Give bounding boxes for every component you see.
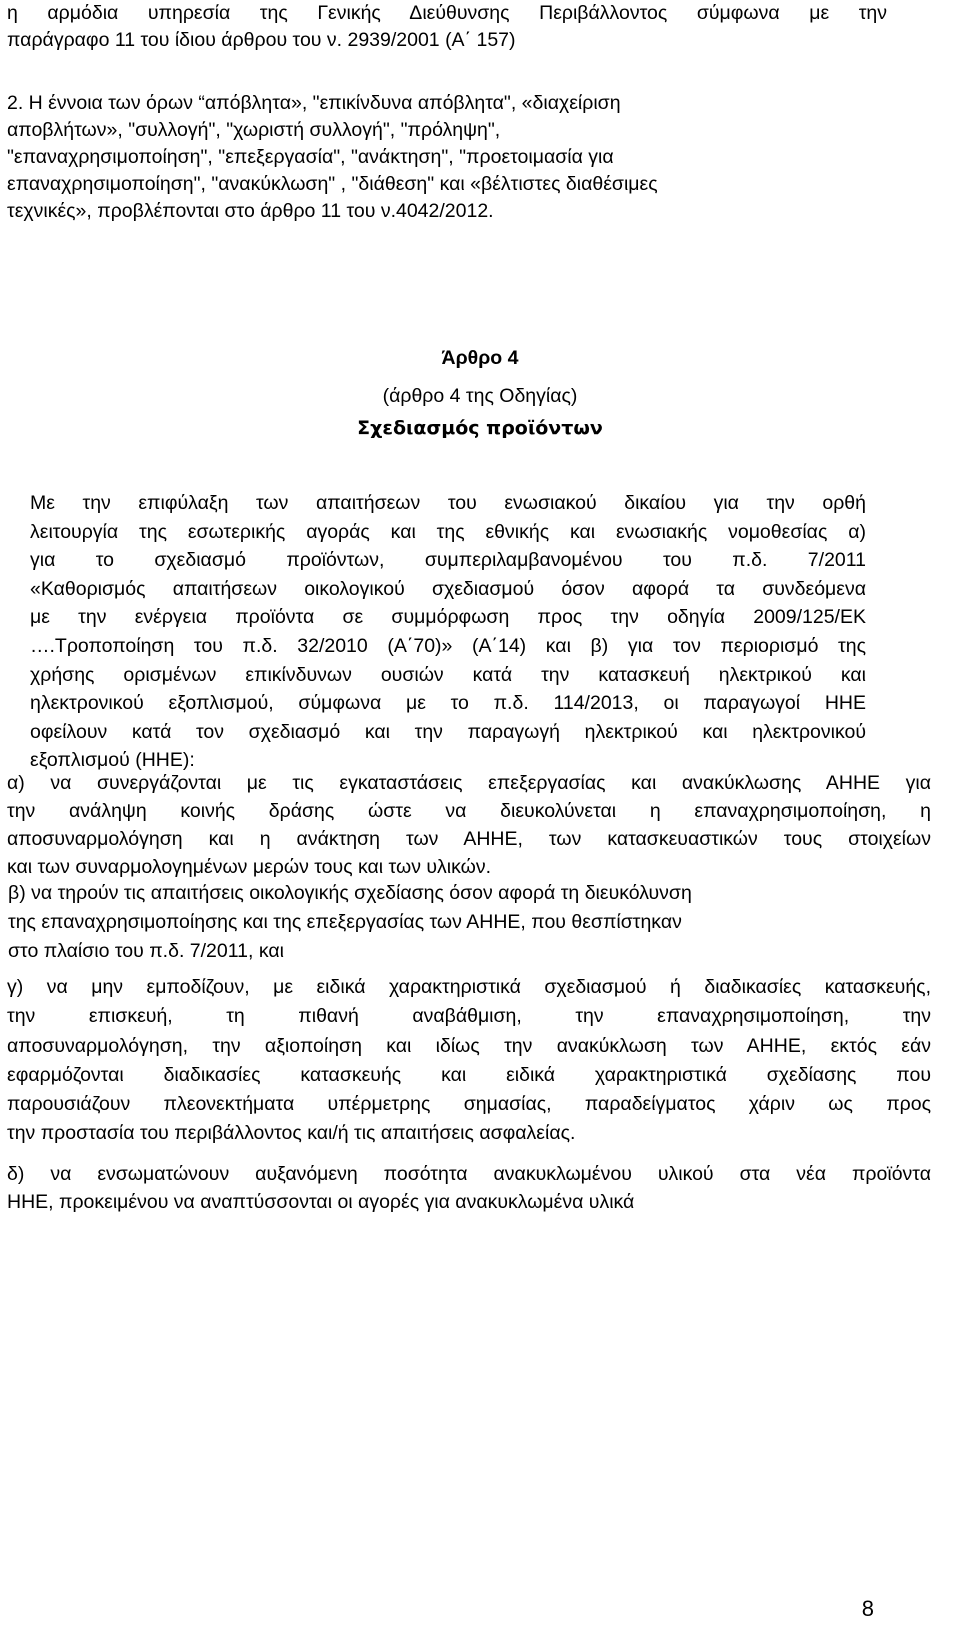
text-line: την προστασία του περιβάλλοντος και/ή τις απαιτήσεις ασφαλείας. (7, 1122, 576, 1145)
text-line: λειτουργία της εσωτερικής αγοράς και της εθνικής και ενωσιακής νομοθεσίας α) (30, 520, 866, 543)
text-line: παρουσιάζουν πλεονεκτήματα υπέρμετρης σημασίας, παραδείγματος χάριν ως προς (7, 1093, 931, 1116)
page-number: 8 (861, 1596, 874, 1621)
text-line: δ) να ενσωματώνουν αυξανόμενη ποσότητα ανακυκλωμένου υλικού στα νέα προϊόντα (7, 1163, 931, 1185)
text-line: β) να τηρούν τις απαιτήσεις οικολογικής σχεδίασης όσον αφορά τη διευκόλυνση (8, 882, 692, 904)
text-line: «Καθορισμός απαιτήσεων οικολογικού σχεδιασμού όσον αφορά τα συνδεόμενα (30, 577, 866, 600)
text-line: για το σχεδιασμό προϊόντων, συμπεριλαμβανομένου του π.δ. 7/2011 (30, 549, 866, 572)
text-line: Με την επιφύλαξη των απαιτήσεων του ενωσιακού δικαίου για την ορθή (30, 492, 866, 514)
intro-paragraph (7, 0, 887, 54)
definitions-paragraph (7, 90, 887, 225)
text-line: α) να συνεργάζονται με τις εγκαταστάσεις επεξεργασίας και ανακύκλωσης ΑΗΗΕ για (7, 772, 931, 794)
text-line: και των συναρμολογημένων μερών τους και των υλικών. (7, 856, 492, 878)
article-reference: (άρθρο 4 της Οδηγίας) (382, 385, 578, 407)
text-line: εφαρμόζονται διαδικασίες κατασκευής και ειδικά χαρακτηριστικά σχεδίασης που (7, 1063, 931, 1086)
text-line: τεχνικές», προβλέπονται στο άρθρο 11 του ν.4042/2012. (7, 200, 494, 222)
list-item-a (7, 769, 931, 881)
text-line: η αρμόδια υπηρεσία της Γενικής Διεύθυνσης Περιβάλλοντος σύμφωνα με την (7, 2, 887, 24)
text-line: στο πλαίσιο του π.δ. 7/2011, και (8, 940, 284, 962)
text-line: την ανάληψη κοινής δράσης ώστε να διευκολύνεται η επαναχρησιμοποίηση, η (7, 800, 931, 822)
text-line: παράγραφο 11 του ίδιου άρθρου του ν. 2939/2001 (Α΄ 157) (7, 29, 516, 51)
text-line: την επισκευή, τη πιθανή αναβάθμιση, την επαναχρησιμοποίηση, την (7, 1005, 931, 1028)
article-heading: Άρθρο 4 (441, 347, 519, 369)
main-paragraph (30, 489, 866, 775)
text-line: αποσυναρμολόγηση και η ανάκτηση των ΑΗΗΕ, των κατασκευαστικών τους στοιχείων (7, 828, 931, 850)
list-item-b (8, 879, 848, 966)
text-line: ΗΗΕ, προκειμένου να αναπτύσσονται οι αγορές για ανακυκλωμένα υλικά (7, 1191, 635, 1213)
text-line: της επαναχρησιμοποίησης και της επεξεργασίας των ΑΗΗΕ, που θεσπίστηκαν (8, 911, 682, 933)
text-line: γ) να μην εμποδίζουν, με ειδικά χαρακτηριστικά σχεδιασμού ή διαδικασίες κατασκευής, (7, 976, 931, 998)
list-item-c (7, 973, 931, 1149)
text-line: χρήσης ορισμένων επικίνδυνων ουσιών κατά την κατασκευή ηλεκτρικού και (30, 663, 866, 686)
list-item-d (7, 1160, 931, 1216)
text-line: ηλεκτρονικού εξοπλισμού, σύμφωνα με το π.δ. 114/2013, οι παραγωγοί ΗΗΕ (30, 692, 866, 715)
text-line: επαναχρησιμοποίηση", "ανακύκλωση" , "διάθεση" και «βέλτιστες διαθέσιμες (7, 173, 658, 195)
text-line: αποσυναρμολόγηση, την αξιοποίηση και ιδίως την ανακύκλωση των ΑΗΗΕ, εκτός εάν (7, 1034, 931, 1057)
text-line: ….Τροποποίηση του π.δ. 32/2010 (Α΄70)» (Α΄14) και β) για τον περιορισμό της (30, 634, 866, 657)
article-subject: Σχεδιασμός προϊόντων (357, 417, 603, 439)
text-line: "επαναχρησιμοποίηση", "επεξεργασία", "ανάκτηση", "προετοιμασία για (7, 146, 614, 168)
text-line: με την ενέργεια προϊόντα σε συμμόρφωση προς την οδηγία 2009/125/ΕΚ (30, 606, 866, 629)
text-line: εξοπλισμού (ΗΗΕ): (30, 749, 195, 772)
text-line: αποβλήτων», "συλλογή", "χωριστή συλλογή", "πρόληψη", (7, 119, 501, 141)
text-line: οφείλουν κατά τον σχεδιασμό και την παραγωγή ηλεκτρικού και ηλεκτρονικού (30, 720, 866, 743)
text-line: 2. Η έννοια των όρων “απόβλητα», "επικίνδυνα απόβλητα", «διαχείριση (7, 92, 621, 114)
